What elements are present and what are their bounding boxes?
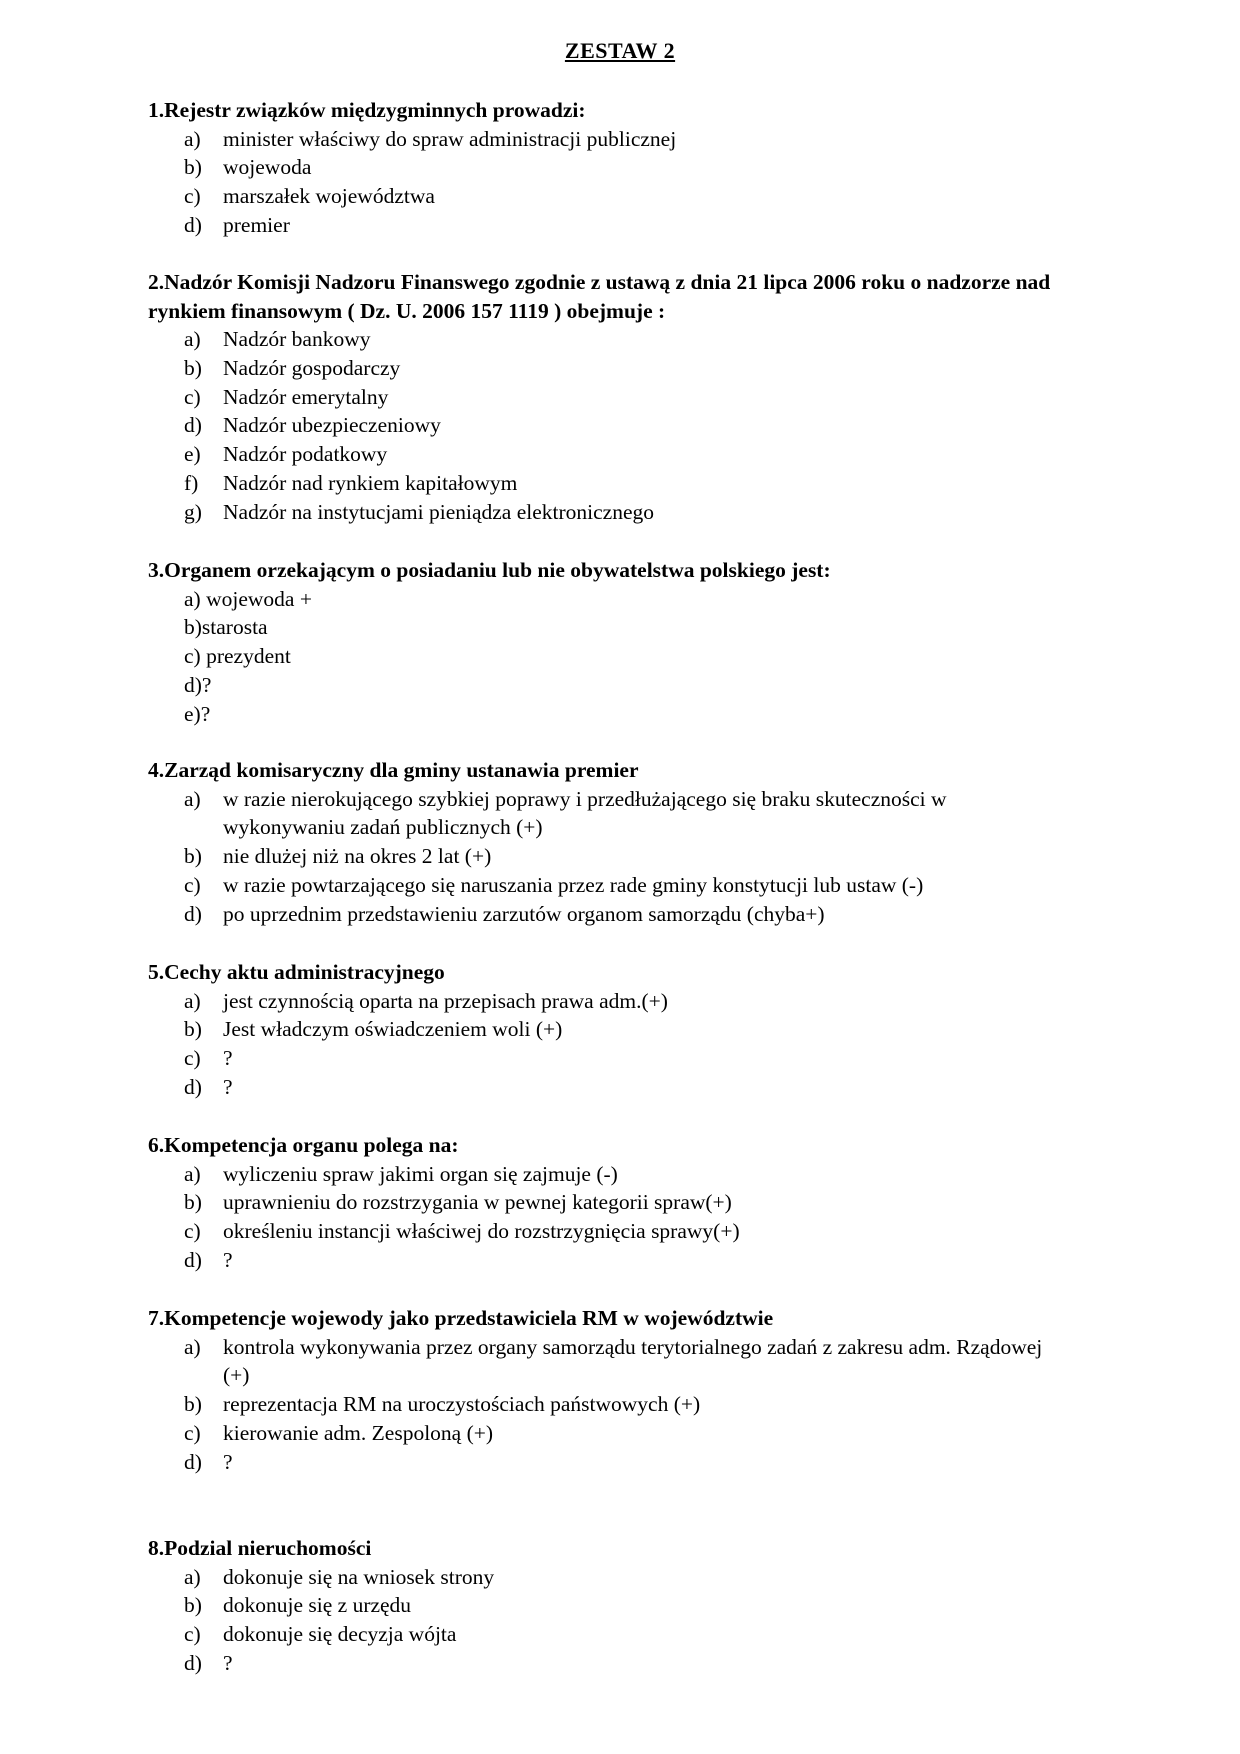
option-item: [148, 1563, 1068, 1592]
option-list: [148, 325, 1068, 527]
option-item: [148, 153, 1068, 182]
option-item: [148, 440, 1068, 469]
option-text: ?: [223, 1650, 233, 1675]
option-letter: a): [184, 1334, 201, 1359]
option-text: kierowanie adm. Zespoloną (+): [223, 1420, 494, 1445]
option-item: [148, 1649, 1068, 1678]
option-text: w razie nierokującego szybkiej poprawy i przedłużającego się braku skuteczności w wykonywaniu zadań publicznych (+): [223, 786, 947, 840]
option-letter: c): [184, 384, 201, 409]
option-item: [148, 1620, 1068, 1649]
option-letter: d): [184, 901, 202, 926]
option-item: [148, 1044, 1068, 1073]
option-item: [148, 1591, 1068, 1620]
option-letter: e): [184, 701, 201, 726]
option-text: w razie powtarzającego się naruszania przez rade gminy konstytucji lub ustaw (-): [223, 872, 924, 897]
question-5: [148, 958, 1068, 1102]
option-text: wojewoda: [223, 155, 312, 180]
question-6: [148, 1131, 1068, 1275]
option-letter: c): [184, 1219, 201, 1244]
option-text: marszałek województwa: [223, 184, 435, 209]
option-item: [148, 842, 1068, 871]
option-text: dokonuje się na wniosek strony: [223, 1564, 495, 1589]
option-item: [148, 613, 1068, 642]
option-item: [148, 354, 1068, 383]
option-letter: a): [184, 126, 201, 151]
option-list: [148, 785, 1068, 929]
option-text: Nadzór emerytalny: [223, 384, 389, 409]
option-text: reprezentacja RM na uroczystościach państwowych (+): [223, 1392, 701, 1417]
option-letter: d): [184, 1074, 202, 1099]
question-7: [148, 1304, 1068, 1476]
option-item: [148, 671, 1068, 700]
option-item: [148, 1333, 1068, 1391]
option-list: [148, 987, 1068, 1102]
option-text: dokonuje się decyzja wójta: [223, 1622, 457, 1647]
option-text: dokonuje się z urzędu: [223, 1593, 412, 1618]
option-letter: a): [184, 1161, 201, 1186]
option-text: wyliczeniu spraw jakimi organ się zajmuje (-): [223, 1161, 618, 1186]
option-item: [148, 125, 1068, 154]
option-text: Nadzór nad rynkiem kapitałowym: [223, 470, 518, 495]
question-3: [148, 556, 1068, 728]
option-text: ?: [223, 1449, 233, 1474]
option-list: [148, 585, 1068, 729]
option-item: [148, 900, 1068, 929]
option-item: [148, 1188, 1068, 1217]
option-item: [148, 785, 1068, 843]
option-item: [148, 411, 1068, 440]
option-text: ?: [201, 672, 212, 697]
question-title: 8.Podzial nieruchomości: [148, 1536, 372, 1560]
option-letter: a): [184, 988, 201, 1013]
option-text: jest czynnością oparta na przepisach prawa adm.(+): [223, 988, 668, 1013]
question-4: [148, 756, 1068, 928]
option-text: ?: [223, 1046, 233, 1071]
option-text: Nadzór na instytucjami pieniądza elektronicznego: [223, 499, 655, 524]
option-text: Nadzór gospodarczy: [223, 355, 401, 380]
option-text: ?: [223, 1247, 233, 1272]
option-letter: a): [184, 786, 201, 811]
option-letter: b): [184, 1017, 202, 1042]
option-item: [148, 1448, 1068, 1477]
option-text: premier: [223, 212, 290, 237]
question-title: 4.Zarząd komisaryczny dla gminy ustanawia premier: [148, 758, 639, 782]
question-title: 5.Cechy aktu administracyjnego: [148, 960, 445, 984]
option-item: [148, 1015, 1068, 1044]
option-list: [148, 1160, 1068, 1275]
option-text: prezydent: [200, 644, 291, 669]
question-title: 6.Kompetencja organu polega na:: [148, 1133, 459, 1157]
option-letter: d): [184, 212, 202, 237]
option-letter: d): [184, 413, 202, 438]
option-item: [148, 700, 1068, 729]
option-item: [148, 1246, 1068, 1275]
option-letter: c): [184, 872, 201, 897]
option-text: wojewoda +: [200, 586, 312, 611]
question-title: 1.Rejestr związków międzygminnych prowadzi:: [148, 98, 586, 122]
option-item: [148, 642, 1068, 671]
option-letter: b): [184, 844, 202, 869]
option-list: [148, 125, 1068, 240]
option-item: [148, 1217, 1068, 1246]
question-8: [148, 1534, 1068, 1678]
option-item: [148, 182, 1068, 211]
option-item: [148, 871, 1068, 900]
option-item: [148, 469, 1068, 498]
option-letter: c): [184, 1622, 201, 1647]
option-letter: b): [184, 155, 202, 180]
document-title: ZESTAW 2: [564, 38, 676, 63]
option-item: [148, 325, 1068, 354]
option-letter: g): [184, 499, 202, 524]
option-item: [148, 1419, 1068, 1448]
option-text: nie dlużej niż na okres 2 lat (+): [223, 844, 492, 869]
option-text: minister właściwy do spraw administracji publicznej: [223, 126, 677, 151]
option-letter: a): [184, 1564, 201, 1589]
option-letter: d): [184, 1650, 202, 1675]
option-letter: b): [184, 1392, 202, 1417]
option-item: [148, 585, 1068, 614]
option-item: [148, 1160, 1068, 1189]
option-list: [148, 1333, 1068, 1477]
option-item: [148, 1390, 1068, 1419]
option-letter: d): [184, 672, 202, 697]
option-letter: b): [184, 355, 202, 380]
option-letter: d): [184, 1449, 202, 1474]
option-letter: c): [184, 1046, 201, 1071]
option-letter: f): [184, 470, 199, 495]
option-text: określeniu instancji właściwej do rozstrzygnięcia sprawy(+): [223, 1219, 740, 1244]
option-text: po uprzednim przedstawieniu zarzutów organom samorządu (chyba+): [223, 901, 825, 926]
option-text: starosta: [201, 615, 268, 640]
question-title: 2.Nadzór Komisji Nadzoru Finanswego zgodnie z ustawą z dnia 21 lipca 2006 roku o nadzorze nad rynkiem finansowym ( Dz. U. 2006 157 1119 ) obejmuje :: [148, 270, 1051, 323]
option-text: uprawnieniu do rozstrzygania w pewnej kategorii spraw(+): [223, 1190, 732, 1215]
option-text: kontrola wykonywania przez organy samorządu terytorialnego zadań z zakresu adm. Rządowej (+): [223, 1334, 1043, 1388]
option-text: ?: [223, 1074, 233, 1099]
question-title: 7.Kompetencje wojewody jako przedstawiciela RM w województwie: [148, 1306, 774, 1330]
option-item: [148, 211, 1068, 240]
question-title: 3.Organem orzekającym o posiadaniu lub nie obywatelstwa polskiego jest:: [148, 558, 831, 582]
question-2: [148, 268, 1068, 527]
option-item: [148, 498, 1068, 527]
option-text: Nadzór ubezpieczeniowy: [223, 413, 441, 438]
option-letter: b): [184, 1190, 202, 1215]
option-letter: e): [184, 442, 201, 467]
option-list: [148, 1563, 1068, 1678]
option-item: [148, 987, 1068, 1016]
option-letter: a): [184, 327, 201, 351]
option-letter: d): [184, 1247, 202, 1272]
option-item: [148, 383, 1068, 412]
option-text: Nadzór bankowy: [223, 327, 371, 351]
question-1: [148, 96, 1068, 240]
option-letter: b): [184, 615, 202, 640]
option-letter: c): [184, 644, 201, 669]
option-text: ?: [200, 701, 211, 726]
option-letter: c): [184, 184, 201, 209]
option-letter: b): [184, 1593, 202, 1618]
option-text: Jest władczym oświadczeniem woli (+): [223, 1017, 563, 1042]
option-item: [148, 1073, 1068, 1102]
option-letter: a): [184, 586, 201, 611]
option-letter: c): [184, 1420, 201, 1445]
option-text: Nadzór podatkowy: [223, 442, 388, 467]
